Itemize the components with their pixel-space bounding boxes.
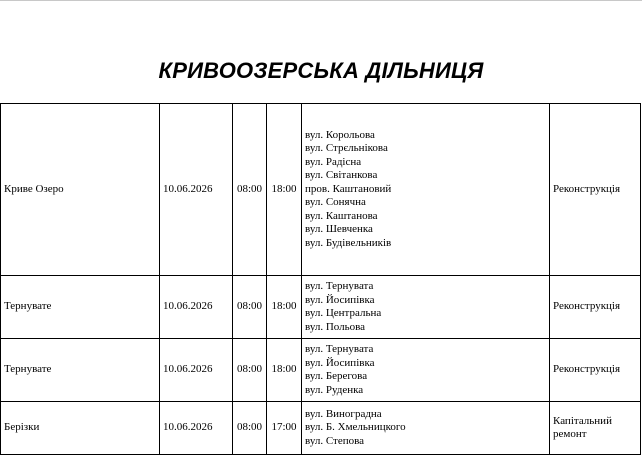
start-time-cell: 08:00 [233,276,267,339]
location-cell: Криве Озеро [1,104,160,276]
street-item: пров. Каштановий [305,182,392,195]
street-item: вул. Йосипівка [305,293,375,306]
start-time-cell: 08:00 [233,402,267,455]
street-item: вул. Сонячна [305,196,366,209]
work-type-cell: Реконструкція [550,339,641,402]
street-item: вул. Корольова [305,128,375,141]
street-item: вул. Б. Хмельницкого [305,421,406,434]
location-cell: Тернувате [1,339,160,402]
street-item: вул. Берегова [305,370,368,382]
table-row [1,402,641,455]
page-title: КРИВООЗЕРСЬКА ДІЛЬНИЦЯ [158,58,484,83]
street-item: вул. Йосипівка [305,356,375,369]
location-cell: Берізки [1,402,160,455]
end-time-cell: 18:00 [267,339,302,402]
streets-cell [302,104,550,276]
start-time-cell: 08:00 [233,104,267,276]
streets-cell [302,276,550,339]
street-item: вул. Радісна [305,155,362,168]
street-item: вул. Польова [305,320,366,333]
street-item: вул. Тернувата [305,343,374,355]
street-item: вул. Виноградна [305,407,382,420]
date-cell: 10.06.2026 [160,104,233,276]
street-item: вул. Шевченка [305,223,373,236]
location-cell: Тернувате [1,276,160,339]
work-type-cell: Реконструкція [550,104,641,276]
date-cell: 10.06.2026 [160,339,233,402]
end-time-cell: 18:00 [267,104,302,276]
table-row [1,276,641,339]
streets-cell [302,339,550,402]
street-item: вул. Руденка [305,383,364,396]
table-row [1,104,641,276]
street-item: вул. Каштанова [305,209,378,222]
street-item: вул. Степова [305,434,365,447]
date-cell: 10.06.2026 [160,276,233,339]
street-item: вул. Стрєльнікова [305,142,388,155]
end-time-cell: 17:00 [267,402,302,455]
start-time-cell: 08:00 [233,339,267,402]
street-item: вул. Світанкова [305,169,378,182]
work-type-cell: Капітальний ремонт [550,402,641,455]
streets-cell [302,402,550,455]
date-cell: 10.06.2026 [160,402,233,455]
end-time-cell: 18:00 [267,276,302,339]
street-item: вул. Тернувата [305,280,374,292]
top-divider [0,0,642,1]
table-row [1,339,641,402]
work-type-cell: Реконструкція [550,276,641,339]
street-item: вул. Будівельників [305,236,392,249]
outage-schedule-table [0,103,641,455]
street-item: вул. Центральна [305,307,382,319]
